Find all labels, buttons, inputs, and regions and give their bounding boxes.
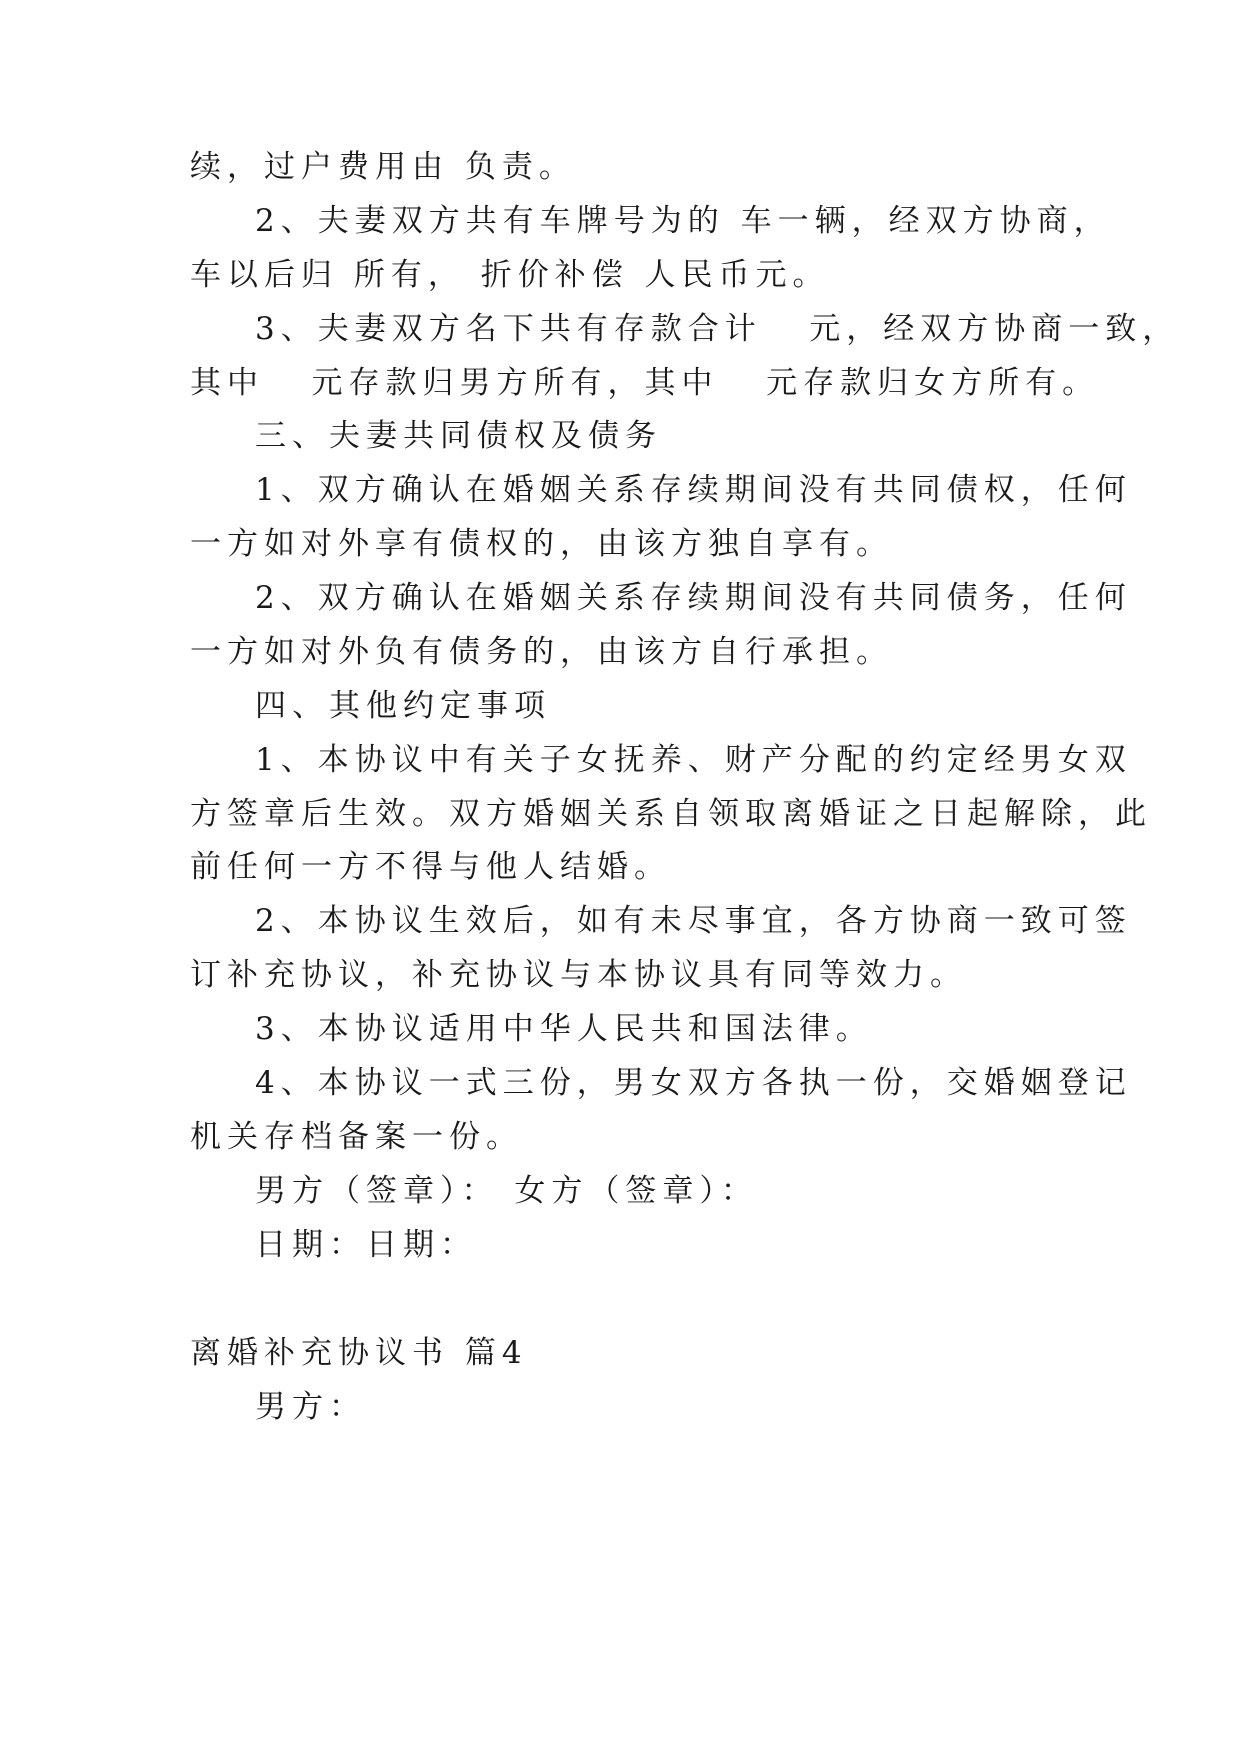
section-heading: 三、夫妻共同债权及债务 — [255, 418, 662, 454]
date-line: 日期：日期： — [255, 1227, 477, 1263]
signature-line: 男方（签章）： 女方（签章）： — [255, 1173, 758, 1209]
party-line: 男方： — [255, 1389, 366, 1425]
text-line: 订补充协议，补充协议与本协议具有同等效力。 — [190, 957, 967, 993]
text-line: 车以后归 所有， 折价补偿 人民币元。 — [190, 257, 830, 293]
text-line: 前任何一方不得与他人结婚。 — [190, 849, 671, 885]
text-line: 3、本协议适用中华人民共和国法律。 — [255, 1011, 873, 1047]
text-line: 2、本协议生效后，如有未尽事宜，各方协商一致可签 — [255, 903, 1132, 939]
text-line: 3、夫妻双方名下共有存款合计 元，经双方协商一致， — [255, 311, 1180, 347]
text-line: 4、本协议一式三份，男女双方各执一份，交婚姻登记 — [255, 1065, 1132, 1101]
text-line: 方签章后生效。双方婚姻关系自领取离婚证之日起解除，此 — [190, 796, 1152, 832]
text-line: 1、双方确认在婚姻关系存续期间没有共同债权，任何 — [255, 472, 1132, 508]
text-line: 续，过户费用由 负责。 — [190, 149, 576, 185]
text-line: 2、夫妻双方共有车牌号为的 车一辆，经双方协商， — [255, 203, 1111, 239]
text-line: 其中 元存款归男方所有，其中 元存款归女方所有。 — [190, 365, 1100, 401]
section-heading: 四、其他约定事项 — [255, 688, 551, 724]
text-line: 一方如对外负有债务的，由该方自行承担。 — [190, 634, 893, 670]
text-line: 一方如对外享有债权的，由该方独自享有。 — [190, 526, 893, 562]
text-line: 2、双方确认在婚姻关系存续期间没有共同债务，任何 — [255, 580, 1132, 616]
text-line: 1、本协议中有关子女抚养、财产分配的约定经男女双 — [255, 742, 1132, 778]
document-title: 离婚补充协议书 篇4 — [190, 1335, 528, 1371]
text-line: 机关存档备案一份。 — [190, 1119, 523, 1155]
